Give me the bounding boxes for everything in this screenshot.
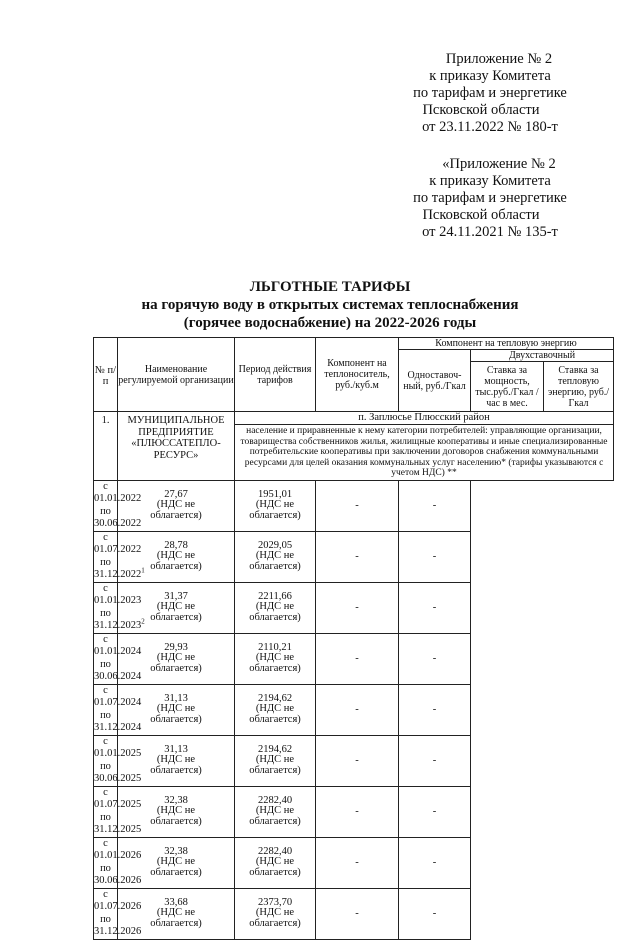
period-to: по 31.12.2022	[94, 556, 142, 580]
energy-rate-value: -	[399, 888, 471, 939]
energy-rate-value: -	[399, 582, 471, 633]
one-rate-value: 2282,40	[257, 845, 293, 857]
capacity-rate-value: -	[316, 837, 399, 888]
period-to: по 31.12.2024	[94, 709, 142, 733]
period-to: по 31.12.2025	[94, 811, 142, 835]
appendix-previous-line3: по тарифам и энергетике	[413, 190, 567, 206]
period-cell	[94, 531, 145, 582]
one-rate-value: 2282,40	[257, 794, 293, 806]
period-to: по 30.06.2026	[94, 862, 142, 886]
appendix-current-line4: Псковской области	[422, 102, 540, 118]
one-rate-vat-note: (НДС не облагается)	[249, 550, 301, 572]
one-rate-value: 2194,62	[257, 743, 293, 755]
tariff-row	[94, 480, 614, 531]
tariff-row	[94, 633, 614, 684]
period-footnote: 1	[141, 566, 145, 575]
one-rate-value: 2194,62	[257, 692, 293, 704]
capacity-rate-value: -	[316, 684, 399, 735]
header-energy-rate: Ставка за тепловую энергию, руб./Гкал	[544, 362, 614, 412]
header-carrier: Компонент на теплоноситель, руб./куб.м	[316, 338, 399, 412]
organization-name: МУНИЦИПАЛЬНОЕ ПРЕДПРИЯТИЕ «ПЛЮССАТЕПЛО-РЕСУРС»	[118, 412, 235, 481]
document-title	[120, 278, 540, 332]
carrier-value: 28,78	[164, 539, 188, 551]
tariff-row	[94, 735, 614, 786]
one-rate-cell	[235, 888, 316, 939]
one-rate-value: 2029,05	[257, 539, 293, 551]
carrier-vat-note: (НДС не облагается)	[150, 805, 202, 827]
period-from: с 01.07.2024	[94, 684, 142, 708]
title-line1: ЛЬГОТНЫЕ ТАРИФЫ	[249, 279, 411, 295]
appendix-previous-block	[380, 156, 600, 241]
region-name: п. Заплюсье Плюсский район	[235, 412, 614, 425]
capacity-rate-value: -	[316, 888, 399, 939]
appendix-previous-line1: «Приложение № 2	[442, 156, 556, 172]
header-period: Период действия тарифов	[235, 338, 316, 412]
period-to: по 30.06.2024	[94, 658, 142, 682]
period-from: с 01.01.2023	[94, 582, 142, 606]
carrier-vat-note: (НДС не облагается)	[150, 652, 202, 674]
one-rate-cell	[235, 480, 316, 531]
capacity-rate-value: -	[316, 480, 399, 531]
energy-rate-value: -	[399, 633, 471, 684]
energy-rate-value: -	[399, 684, 471, 735]
title-line3: (горячее водоснабжение) на 2022-2026 годы	[183, 315, 477, 331]
period-from: с 01.07.2022	[94, 531, 142, 555]
period-to: по 30.06.2022	[94, 505, 142, 529]
carrier-value: 31,37	[164, 590, 188, 602]
appendix-previous-line2: к приказу Комитета	[429, 173, 551, 189]
period-cell	[94, 633, 142, 684]
one-rate-value: 2110,21	[258, 641, 292, 653]
period-from: с 01.07.2026	[94, 888, 142, 912]
capacity-rate-value: -	[316, 735, 399, 786]
capacity-rate-value: -	[316, 531, 399, 582]
carrier-vat-note: (НДС не облагается)	[150, 601, 202, 623]
tariff-row	[94, 684, 614, 735]
header-num: № п/п	[94, 338, 118, 412]
carrier-value: 32,38	[164, 845, 188, 857]
one-rate-vat-note: (НДС не облагается)	[249, 754, 301, 776]
carrier-vat-note: (НДС не облагается)	[150, 754, 202, 776]
one-rate-value: 2211,66	[258, 590, 292, 602]
one-rate-cell	[235, 837, 316, 888]
period-cell	[94, 684, 142, 735]
one-rate-vat-note: (НДС не облагается)	[249, 856, 301, 878]
period-cell	[94, 837, 142, 888]
appendix-current-line2: к приказу Комитета	[429, 68, 551, 84]
appendix-previous-line5: от 24.11.2021 № 135-т	[422, 224, 558, 240]
title-line2: на горячую воду в открытых системах теплоснабжения	[141, 297, 519, 313]
energy-rate-value: -	[399, 837, 471, 888]
period-to: по 31.12.2023	[94, 607, 142, 631]
capacity-rate-value: -	[316, 633, 399, 684]
energy-rate-value: -	[399, 480, 471, 531]
period-cell	[94, 786, 142, 837]
period-from: с 01.01.2022	[94, 480, 142, 504]
tariff-row	[94, 837, 614, 888]
tariff-row	[94, 582, 614, 633]
carrier-value: 31,13	[164, 692, 188, 704]
period-from: с 01.07.2025	[94, 786, 142, 810]
carrier-value: 32,38	[164, 794, 188, 806]
tariff-table	[93, 337, 614, 940]
period-to: по 31.12.2026	[94, 913, 142, 937]
one-rate-cell	[235, 531, 316, 582]
energy-rate-value: -	[399, 735, 471, 786]
header-two-rate: Двухставочный	[471, 350, 614, 362]
appendix-previous-line4: Псковской области	[422, 207, 540, 223]
tariff-row	[94, 531, 614, 582]
carrier-value: 33,68	[164, 896, 188, 908]
period-to: по 30.06.2025	[94, 760, 142, 784]
one-rate-vat-note: (НДС не облагается)	[249, 601, 301, 623]
carrier-vat-note: (НДС не облагается)	[150, 907, 202, 929]
header-one-rate: Одноставоч-ный, руб./Гкал	[399, 350, 471, 412]
period-cell	[94, 735, 142, 786]
capacity-rate-value: -	[316, 786, 399, 837]
appendix-current-line3: по тарифам и энергетике	[413, 85, 567, 101]
carrier-vat-note: (НДС не облагается)	[150, 499, 202, 521]
capacity-rate-value: -	[316, 582, 399, 633]
one-rate-value: 2373,70	[257, 896, 293, 908]
energy-rate-value: -	[399, 786, 471, 837]
one-rate-vat-note: (НДС не облагается)	[249, 652, 301, 674]
period-from: с 01.01.2024	[94, 633, 142, 657]
one-rate-vat-note: (НДС не облагается)	[249, 805, 301, 827]
one-rate-cell	[235, 786, 316, 837]
carrier-vat-note: (НДС не облагается)	[150, 550, 202, 572]
period-cell	[94, 480, 142, 531]
header-energy-group: Компонент на тепловую энергию	[399, 338, 614, 350]
period-cell	[94, 582, 145, 633]
carrier-value: 31,13	[164, 743, 188, 755]
energy-rate-value: -	[399, 531, 471, 582]
period-from: с 01.01.2026	[94, 837, 142, 861]
appendix-current-line1: Приложение № 2	[445, 51, 553, 67]
tariff-row	[94, 888, 614, 939]
one-rate-vat-note: (НДС не облагается)	[249, 907, 301, 929]
one-rate-value: 1951,01	[257, 488, 293, 500]
one-rate-vat-note: (НДС не облагается)	[249, 703, 301, 725]
period-footnote: 2	[141, 617, 145, 626]
one-rate-cell	[235, 684, 316, 735]
one-rate-cell	[235, 735, 316, 786]
one-rate-cell	[235, 633, 316, 684]
tariff-row	[94, 786, 614, 837]
period-cell	[94, 888, 142, 939]
population-note: население и приравненные к нему категории потребителей: управляющие организации, товарищества собственников жилья, жилищные кооперативы и иные специализированные потребительские кооперативы при заключении договоров снабжения коммунальными ресурсами для целей оказания коммунальных услуг населению* (тарифы указываются с учетом НДС) **	[235, 425, 614, 481]
header-org: Наименование регулируемой организации	[118, 338, 235, 412]
period-from: с 01.01.2025	[94, 735, 142, 759]
one-rate-vat-note: (НДС не облагается)	[249, 499, 301, 521]
row-number: 1.	[94, 412, 118, 481]
carrier-value: 27,67	[164, 488, 188, 500]
carrier-value: 29,93	[164, 641, 188, 653]
header-capacity-rate: Ставка за мощность, тыс.руб./Гкал /час в мес.	[471, 362, 544, 412]
one-rate-cell	[235, 582, 316, 633]
appendix-current-line5: от 23.11.2022 № 180-т	[422, 119, 558, 135]
appendix-current-block	[380, 51, 600, 136]
carrier-vat-note: (НДС не облагается)	[150, 856, 202, 878]
carrier-vat-note: (НДС не облагается)	[150, 703, 202, 725]
